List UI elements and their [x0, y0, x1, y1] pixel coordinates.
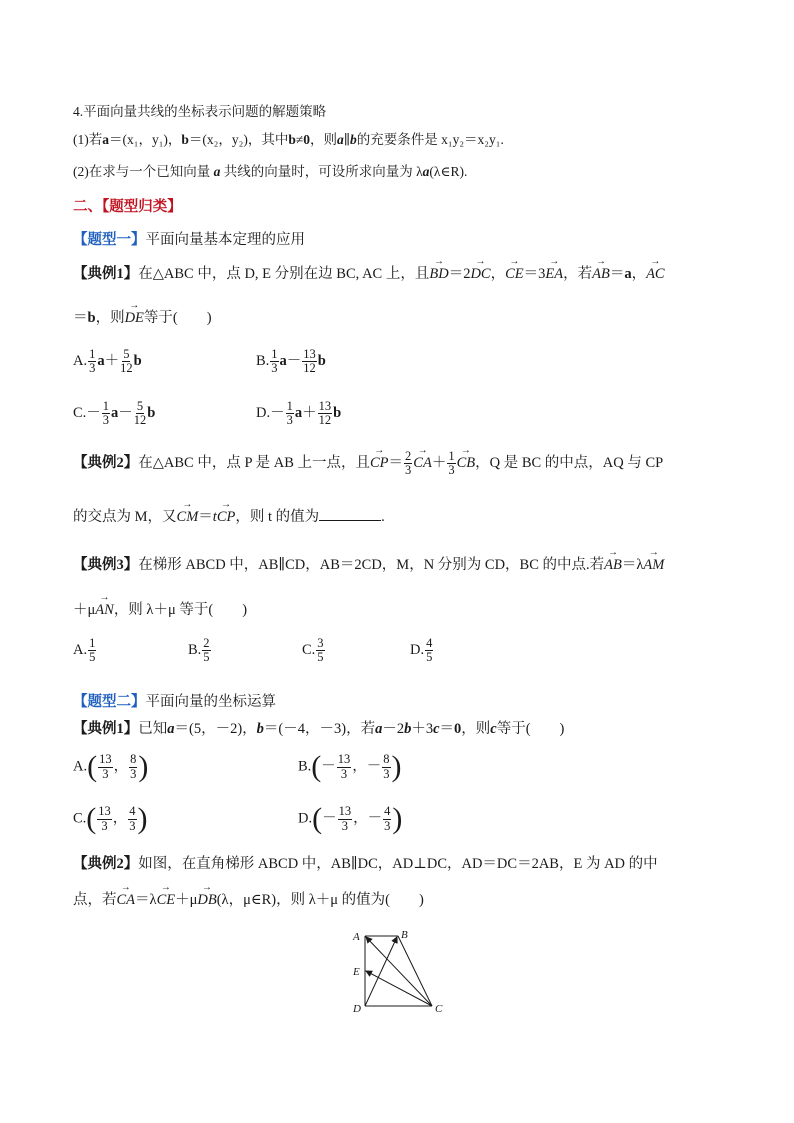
type1-heading: 【题型一】平面向量基本定理的应用 — [73, 232, 305, 248]
type2-heading: 【题型二】平面向量的坐标运算 — [73, 694, 276, 710]
type2-ex2-line1: 【典例2】如图，在直角梯形 ABCD 中，AB∥DC，AD⊥DC，AD＝DC＝2AB，E 为 AD 的中 — [73, 856, 658, 872]
type1-ex2-line2: 的交点为 M，又→ CM＝t→ CP，则 t 的值为 . — [73, 505, 385, 526]
type1-ex1-option-c[interactable]: C.－ $\frac{1}{3}$ a－ $\frac{5}{12}$ b — [73, 399, 156, 428]
type1-ex3-line2: ＋μ→ AN，则 λ＋μ 等于( ) — [73, 598, 247, 619]
side-bc — [398, 936, 432, 1006]
type2-ex1-option-a[interactable]: A.( $\frac{13}{3}$ ， $\frac{8}{3}$ ) — [73, 750, 149, 783]
type1-ex3-option-b[interactable]: B. $\frac{2}{5}$ — [188, 636, 210, 665]
type1-ex1-option-d[interactable]: D.－ $\frac{1}{3}$ a＋ $\frac{13}{12}$ b — [256, 399, 342, 428]
answer-blank[interactable] — [319, 508, 381, 521]
type1-ex3-option-c[interactable]: C. $\frac{3}{5}$ — [302, 636, 324, 665]
section-title: 二、【题型归类】 — [73, 199, 182, 215]
label-c: C — [435, 1003, 443, 1015]
label-a: A — [353, 931, 360, 943]
type2-ex1-option-d[interactable]: D.(－ $\frac{13}{3}$ ，－ $\frac{4}{3}$ ) — [298, 802, 403, 835]
type2-ex1-stem: 【典例1】已知a＝(5，－2)，b＝(－4，－3)，若a－2b＋3c＝0，则c等于( ) — [73, 721, 565, 737]
vector-ca — [366, 937, 432, 1006]
type1-ex2-line1: 【典例2】在△ABC 中，点 P 是 AB 上一点，且→ CP＝ $\frac{2}{3}$ → CA＋ $\frac{1}{3}$ → CB，Q 是 BC 的中点，AQ 与 CP — [73, 450, 663, 477]
type1-ex1-line2: ＝b，则→ DE等于( ) — [73, 306, 212, 327]
type2-ex2-line2: 点，若→ CA＝λ→ CE＋μ→ DB(λ，μ∈R)，则 λ＋μ 的值为( ) — [73, 888, 424, 909]
type1-ex3-option-d[interactable]: D. $\frac{4}{5}$ — [410, 636, 433, 665]
type1-ex3-option-a[interactable]: A. $\frac{1}{5}$ — [73, 636, 96, 665]
label-d: D — [353, 1003, 361, 1015]
type1-ex1-line1: 【典例1】在△ABC 中，点 D, E 分别在边 BC, AC 上，且→ BD＝2→ DC，→ CE＝3→ EA，若→ AB＝a，→ AC — [73, 262, 665, 283]
vector-db — [365, 937, 397, 1006]
strategy-point-2: (2)在求与一个已知向量 a 共线的向量时，可设所求向量为 λa(λ∈R). — [73, 164, 468, 179]
type1-ex3-line1: 【典例3】在梯形 ABCD 中，AB∥CD，AB＝2CD，M，N 分别为 CD，BC 的中点.若→ AB＝λ→ AM — [73, 553, 664, 574]
strategy-point-1: (1)若a＝(x₁，y₁)，b＝(x₂，y₂)，其中b≠0，则a∥b的充要条件是 x₁y₂＝x₂y₁. — [73, 132, 504, 147]
type2-ex1-option-c[interactable]: C.( $\frac{13}{3}$ ， $\frac{4}{3}$ ) — [73, 802, 148, 835]
vector-ce — [366, 971, 432, 1006]
label-e: E — [353, 966, 360, 978]
type2-ex1-option-b[interactable]: B.(－ $\frac{13}{3}$ ，－ $\frac{8}{3}$ ) — [298, 750, 402, 783]
strategy-title: 4.平面向量共线的坐标表示问题的解题策略 — [73, 104, 327, 119]
trapezoid-figure — [350, 926, 450, 1016]
type1-ex1-option-b[interactable]: B. $\frac{1}{3}$ a－ $\frac{13}{12}$ b — [256, 347, 326, 376]
type1-ex1-option-a[interactable]: A. $\frac{1}{3}$ a＋ $\frac{5}{12}$ b — [73, 347, 142, 376]
label-b: B — [401, 929, 408, 941]
